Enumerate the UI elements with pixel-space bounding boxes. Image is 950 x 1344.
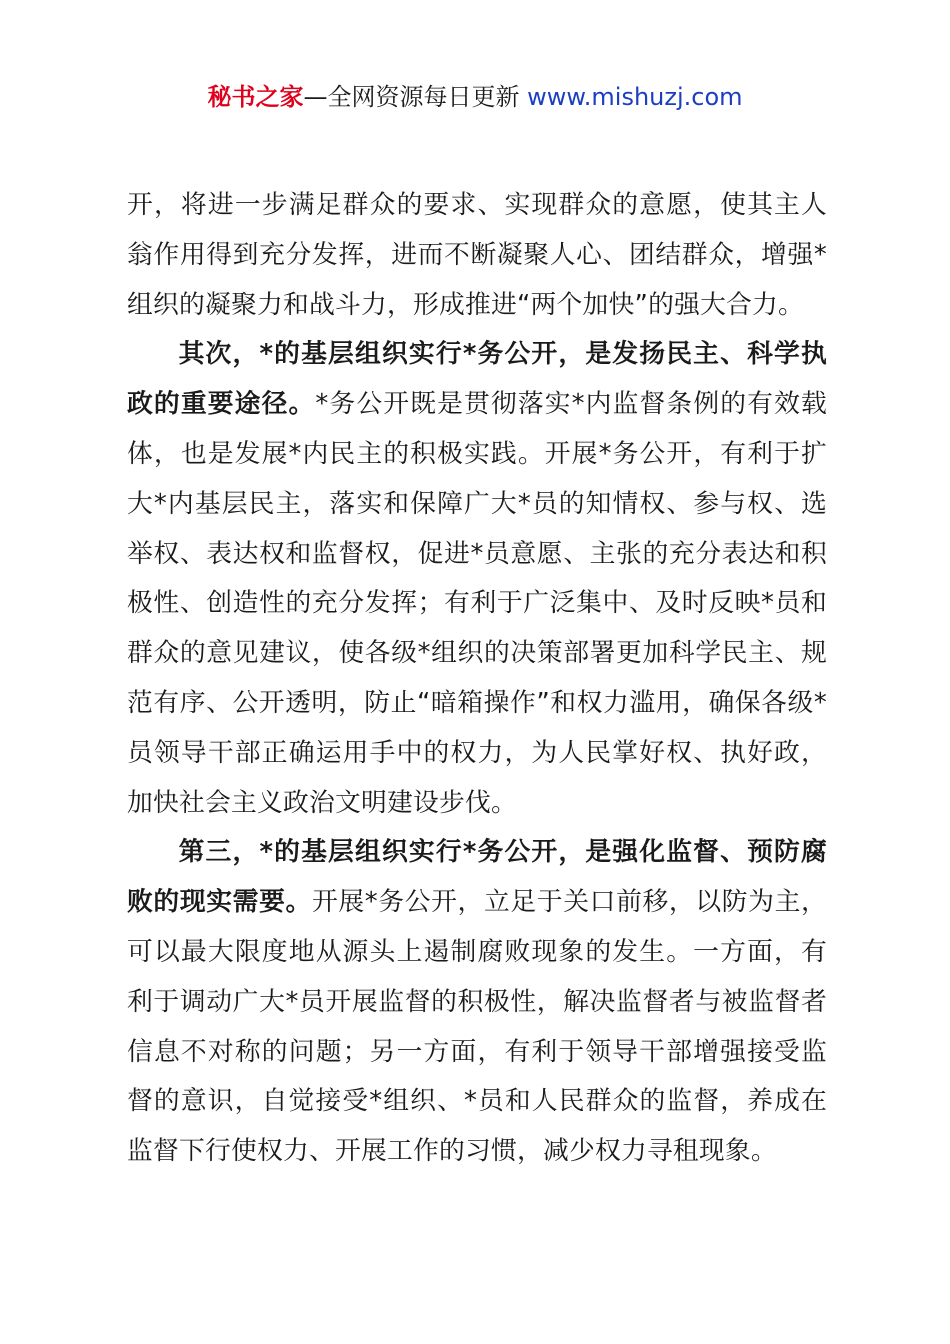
paragraph-lead: 其次，*的基层组织实行*务公开，是发扬民主、科学执政的重要途径。	[127, 339, 827, 420]
paragraph-text: 开展*务公开，立足于关口前移，以防为主，可以最大限度地从源头上遏制腐败现象的发生。一方面，有利于调动广大*员开展监督的积极性，解决监督者与被监督者信息不对称的问题；另一方面，有利于领导干部增强接受监督的意识，自觉接受*组织、*员和人民群众的监督，养成在监督下行使权力、开展工作的习惯，减少权力寻租现象。	[127, 887, 827, 1167]
document-body	[127, 181, 827, 1177]
paragraph-2	[127, 330, 827, 828]
site-tagline: —全网资源每日更新	[303, 83, 528, 111]
paragraph-1	[127, 181, 827, 330]
site-url-link[interactable]: www.mishuzj.com	[527, 83, 743, 111]
paragraph-lead: 第三，*的基层组织实行*务公开，是强化监督、预防腐败的现实需要。	[127, 837, 827, 918]
paragraph-text: *务公开既是贯彻落实*内监督条例的有效载体，也是发展*内民主的积极实践。开展*务公开，有利于扩大*内基层民主，落实和保障广大*员的知情权、参与权、选举权、表达权和监督权，促进*员意愿、主张的充分表达和积极性、创造性的充分发挥；有利于广泛集中、及时反映*员和群众的意见建议，使各级*组织的决策部署更加科学民主、规范有序、公开透明，防止“暗箱操作”和权力滥用，确保各级*员领导干部正确运用手中的权力，为人民掌好权、执好政，加快社会主义政治文明建设步伐。	[127, 389, 827, 818]
paragraph-3	[127, 828, 827, 1177]
site-name: 秘书之家	[207, 83, 304, 111]
page-header	[0, 80, 950, 114]
paragraph-text: 开，将进一步满足群众的要求、实现群众的意愿，使其主人翁作用得到充分发挥，进而不断凝聚人心、团结群众，增强*组织的凝聚力和战斗力，形成推进“两个加快”的强大合力。	[127, 190, 827, 320]
